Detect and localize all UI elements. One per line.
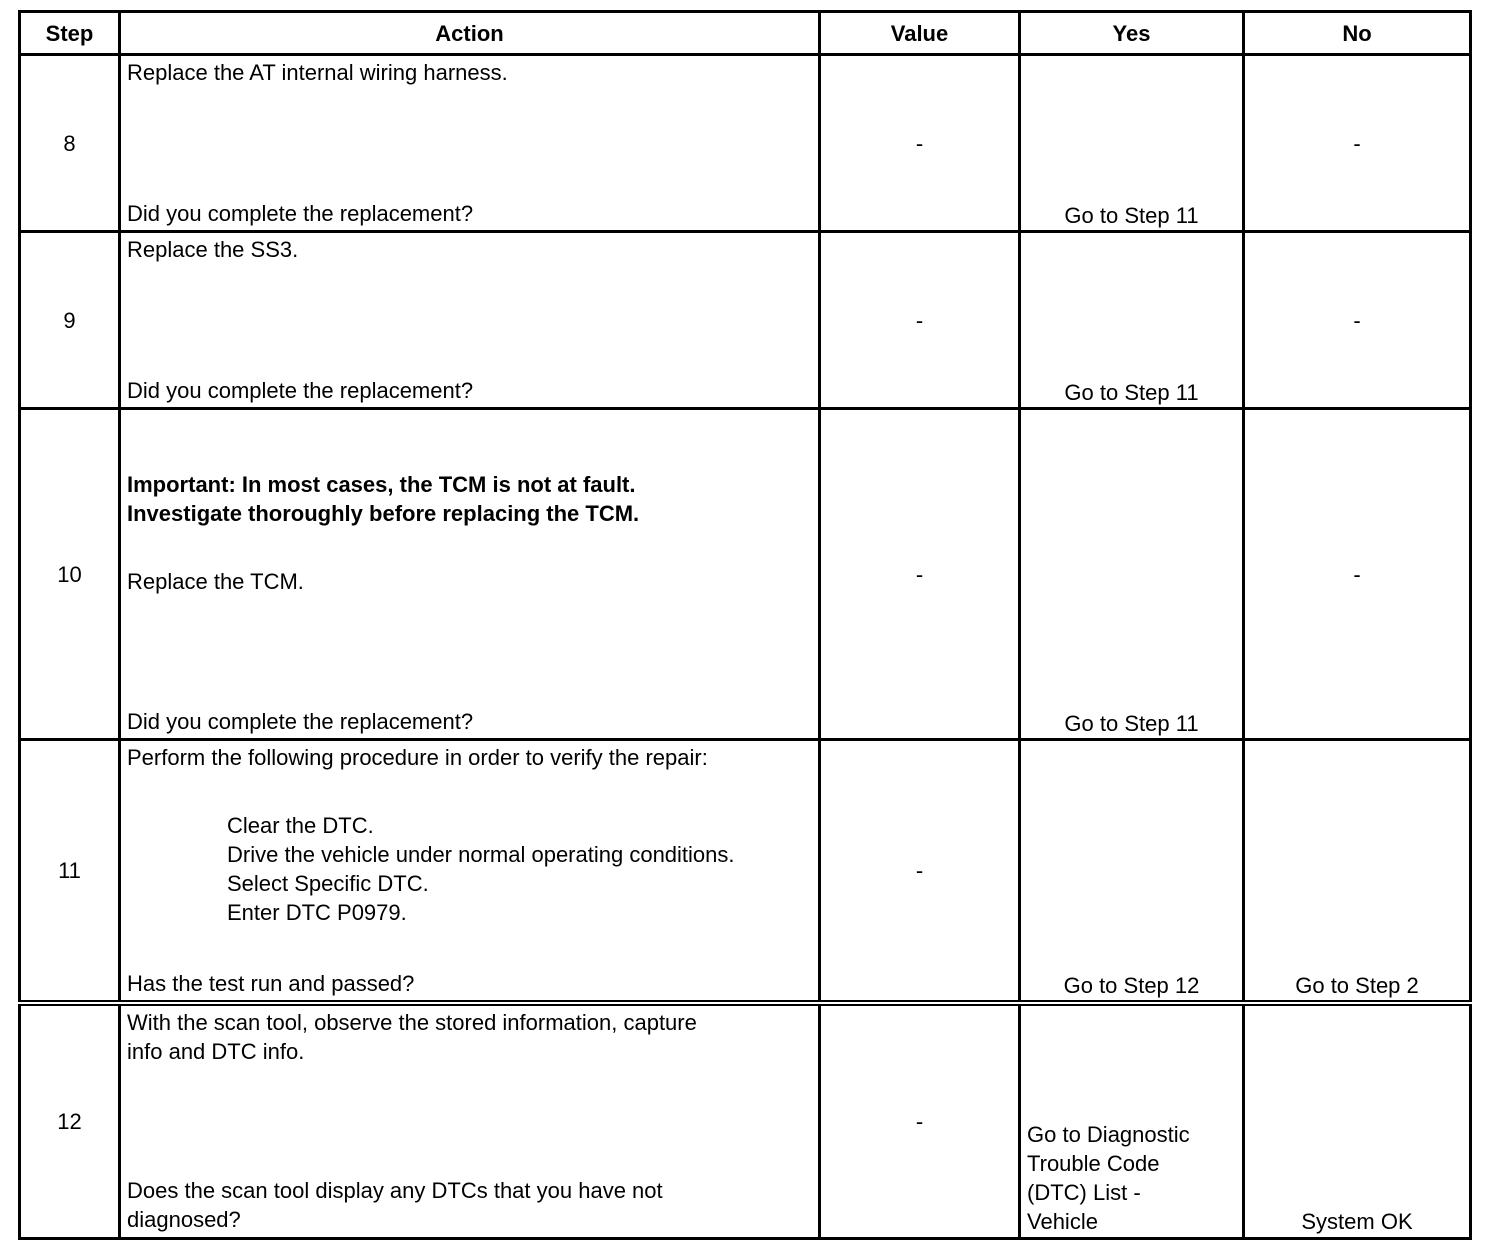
procedure-step: Drive the vehicle under normal operating conditions.	[227, 842, 735, 867]
value-cell: -	[820, 740, 1020, 1004]
step-number: 11	[20, 740, 120, 1004]
yes-text-line-1: Go to Diagnostic	[1027, 1122, 1190, 1147]
action-question: Did you complete the replacement?	[127, 709, 474, 734]
header-step: Step	[20, 12, 120, 55]
action-question: Has the test run and passed?	[127, 971, 415, 996]
step-number: 10	[20, 409, 120, 740]
step-number: 9	[20, 232, 120, 409]
procedure-step: Clear the DTC.	[227, 813, 374, 838]
value-cell: -	[820, 409, 1020, 740]
yes-text-line-4: Vehicle	[1027, 1209, 1098, 1234]
procedure-step: Enter DTC P0979.	[227, 900, 407, 925]
action-question-line-1: Does the scan tool display any DTCs that you have not	[127, 1178, 663, 1203]
action-text-line-1: With the scan tool, observe the stored information, capture	[127, 1010, 697, 1035]
procedure-step: Select Specific DTC.	[227, 871, 429, 896]
table-row	[20, 55, 1471, 232]
yes-cell	[1020, 55, 1244, 232]
yes-text: Go to Step 11	[1064, 203, 1199, 228]
no-cell	[1244, 1003, 1471, 1238]
step-number: 8	[20, 55, 120, 232]
action-question	[127, 1176, 806, 1234]
yes-cell	[1020, 740, 1244, 1004]
yes-text-line-3: (DTC) List -	[1027, 1180, 1141, 1205]
action-question-line-2: diagnosed?	[127, 1207, 241, 1232]
diagnostic-table	[18, 10, 1472, 1240]
important-note-line-2: Investigate thoroughly before replacing the TCM.	[127, 501, 640, 526]
value-cell: -	[820, 55, 1020, 232]
yes-cell	[1020, 232, 1244, 409]
action-cell	[120, 409, 820, 740]
table-row	[20, 740, 1471, 1004]
action-question: Did you complete the replacement?	[127, 378, 474, 403]
yes-cell	[1020, 1003, 1244, 1238]
value-cell: -	[820, 1003, 1020, 1238]
yes-text: Go to Step 11	[1064, 380, 1199, 405]
no-text: System OK	[1301, 1209, 1413, 1234]
header-no: No	[1244, 12, 1471, 55]
header-yes: Yes	[1020, 12, 1244, 55]
yes-text: Go to Step 12	[1063, 973, 1200, 998]
important-note-line-1: Important: In most cases, the TCM is not at fault.	[127, 472, 636, 497]
table-row	[20, 409, 1471, 740]
action-cell	[120, 1003, 820, 1238]
no-cell: -	[1244, 409, 1471, 740]
yes-text-line-2: Trouble Code	[1027, 1151, 1160, 1176]
value-cell: -	[820, 232, 1020, 409]
action-cell	[120, 740, 820, 1004]
no-cell	[1244, 740, 1471, 1004]
no-cell: -	[1244, 55, 1471, 232]
action-text: Replace the SS3.	[127, 237, 299, 262]
yes-cell	[1020, 409, 1244, 740]
action-text: Replace the AT internal wiring harness.	[127, 60, 508, 85]
action-question: Did you complete the replacement?	[127, 201, 474, 226]
yes-text: Go to Step 11	[1064, 711, 1199, 736]
action-text: Replace the TCM.	[127, 569, 304, 594]
table-row	[20, 1003, 1471, 1238]
header-row	[20, 12, 1471, 55]
yes-text	[1027, 1120, 1236, 1236]
action-cell	[120, 232, 820, 409]
table-row	[20, 232, 1471, 409]
header-value: Value	[820, 12, 1020, 55]
step-number: 12	[20, 1003, 120, 1238]
action-text: Perform the following procedure in order to verify the repair:	[127, 745, 708, 770]
action-cell	[120, 55, 820, 232]
header-action: Action	[120, 12, 820, 55]
no-cell: -	[1244, 232, 1471, 409]
action-text-line-2: info and DTC info.	[127, 1039, 305, 1064]
no-text: Go to Step 2	[1295, 973, 1419, 998]
